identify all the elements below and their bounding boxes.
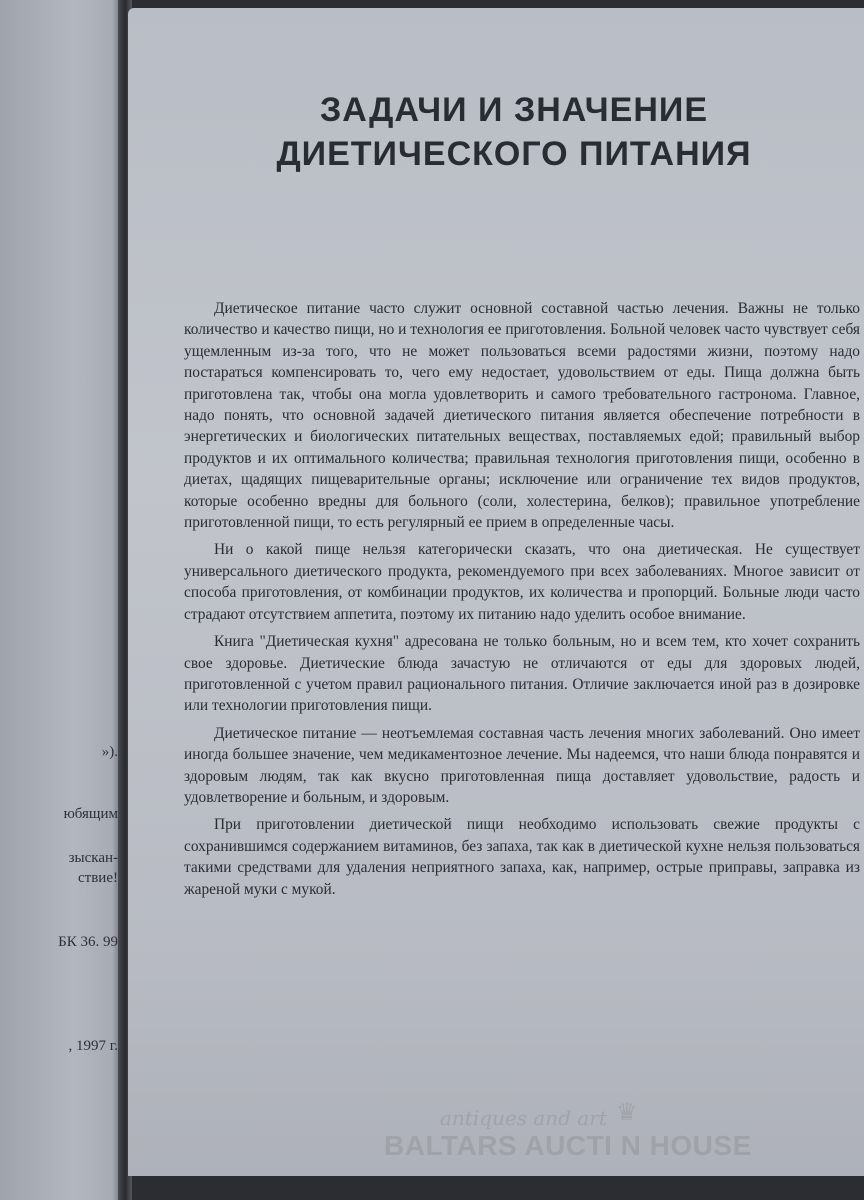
watermark-main: BALTARS AUCTI N HOUSE xyxy=(384,1130,752,1161)
crown-icon: ♛ xyxy=(616,1100,638,1126)
paragraph: Ни о какой пище нельзя категорически сказать, что она диетическая. Не существует универсального диетического продукта, рекомендуемого при всех заболеваниях. Многое зависит от способа приготовления, от комбинации продуктов, их количества и пропорций. Больные люди часто страдают отсутствием аппетита, поэтому их питанию надо уделить особое внимание. xyxy=(184,541,860,623)
chapter-title-line-2: ДИЕТИЧЕСКОГО ПИТАНИЯ xyxy=(276,135,752,173)
left-page xyxy=(0,0,122,1200)
paragraph: Диетическое питание — неотъемлемая составная часть лечения многих заболеваний. Оно имеет иногда большее значение, чем медикаментозное лечение. Мы надеемся, что наши блюда понравятся и здоровым людям, так как вкусно приготовленная пища доставляет удовольствие, радость и удовлетворение и больным, и здоровым. xyxy=(184,724,860,806)
paragraph: При приготовлении диетической пищи необходимо использовать свежие продукты с сохранившимся содержанием витаминов, без запаха, так как в диетической кухне нельзя пользоваться такими средствами для удаления неприятного запаха, как, например, острые приправы, заправка из жареной муки с мукой. xyxy=(184,816,860,898)
left-page-fragment: »). xyxy=(101,744,118,760)
paragraph: Книга "Диетическая кухня" адресована не только больным, но и всем тем, кто хочет сохранить свое здоровье. Диетические блюда зачастую не отличаются от еды для здоровых людей, приготовленной с учетом правил рационального питания. Отличие заключается иной раз в дозировке или технологии приготовления пищи. xyxy=(184,633,860,715)
chapter-title xyxy=(128,88,864,176)
right-page xyxy=(128,8,864,1176)
chapter-title-line-1: ЗАДАЧИ И ЗНАЧЕНИЕ xyxy=(319,91,708,129)
body-text xyxy=(184,298,860,906)
watermark-subtitle: antiques and art xyxy=(440,1106,607,1130)
left-page-fragment: зыскан- xyxy=(68,850,118,866)
paragraph: Диетическое питание часто служит основной составной частью лечения. Важны не только количество и качество пищи, но и технология ее приготовления. Больной человек часто чувствует себя ущемленным из-за того, что не может пользоваться всеми радостями жизни, поэтому надо постараться компенсировать то, чего ему недостает, удовольствием от еды. Пища должна быть приготовлена так, чтобы она могла удовлетворить и самого требовательного гастронома. Главное, надо понять, что основной задачей диетического питания является обеспечение потребности в энергетических и биологических питательных веществах, поставляемых едой; правильный выбор продуктов и их оптимального количества; правильная технология приготовления пищи, особенно в диетах, щадящих пищеварительные органы; исключение или ограничение тех видов продуктов, которые особенно вредны для больного (соли, холестерина, белков); правильное употребление приготовленной пищи, то есть регулярный ее прием в определенные часы. xyxy=(184,300,860,532)
watermark xyxy=(380,1100,800,1166)
left-page-fragment: , 1997 г. xyxy=(68,1038,118,1054)
left-page-fragment: БК 36. 99 xyxy=(58,934,118,950)
left-page-fragment: юбящим xyxy=(63,806,118,822)
left-page-fragment: ствие! xyxy=(78,870,118,886)
